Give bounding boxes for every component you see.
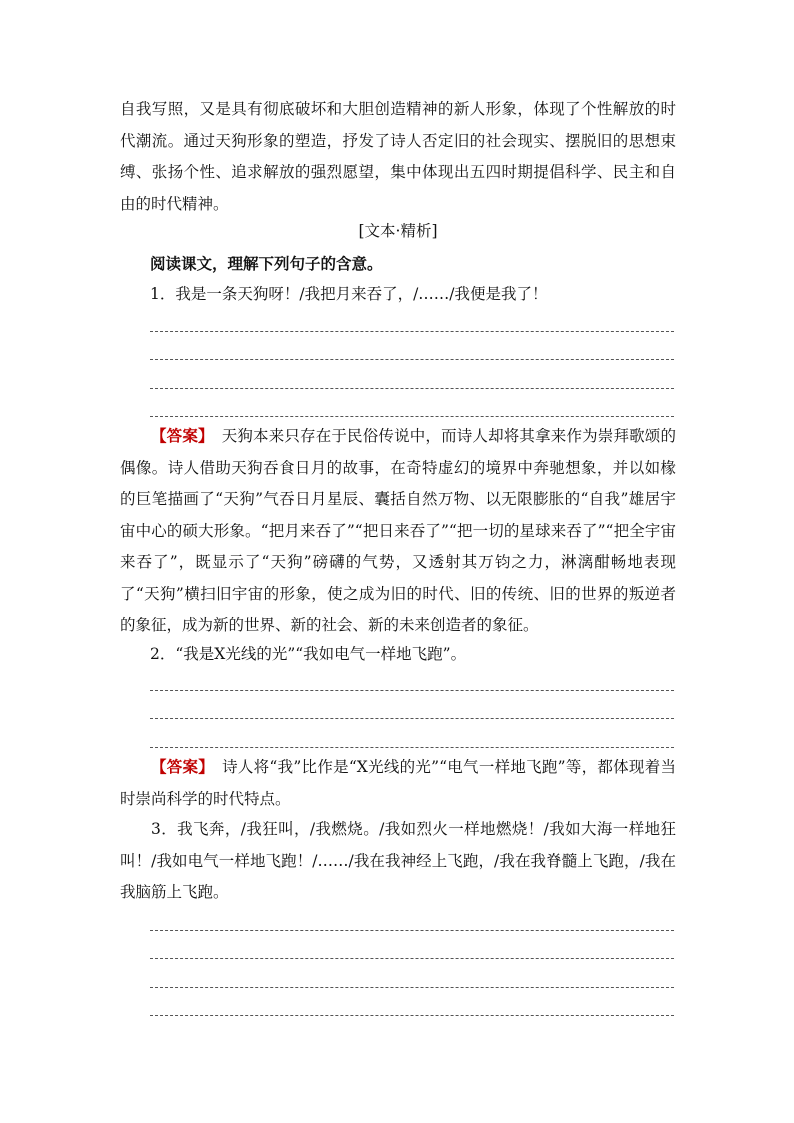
answer-lines-3 (150, 902, 674, 1016)
question-3: 3．我飞奔，/我狂叫，/我燃烧。/我如烈火一样地燃烧！/我如大海一样地狂叫！/我如电气一样地飞跑！/……/我在我神经上飞跑，/我在我脊髓上飞跑，/我在我脑筋上飞跑。 (120, 820, 676, 901)
answer-line (150, 360, 674, 389)
answer-tag: 【答案】 (151, 757, 215, 776)
answer-line (150, 719, 674, 748)
answer-1 (120, 420, 676, 642)
answer-lines-2 (150, 662, 674, 748)
answer-line (150, 332, 674, 361)
question-2: 2．“我是X光线的光”“我如电气一样地飞跑”。 (150, 645, 467, 663)
answer-line (150, 691, 674, 720)
question-1: 1．我是一条天狗呀！/我把月来吞了，/……/我便是我了！ (150, 285, 548, 303)
answer-line (150, 988, 674, 1017)
answer-lines-1 (150, 303, 674, 417)
answer-line (150, 931, 674, 960)
answer-line (150, 303, 674, 332)
answer-line (150, 662, 674, 691)
answer-1-text: 天狗本来只存在于民俗传说中，而诗人却将其拿来作为崇拜歌颂的偶像。诗人借助天狗吞食日月的故事，在奇特虚幻的境界中奔驰想象，并以如椽的巨笔描画了“天狗”气吞日月星辰、囊括自然万物、以无限膨胀的“自我”雄居宇宙中心的硕大形象。“把月来吞了”“把日来吞了”“把一切的星球来吞了”“把全宇宙来吞了”，既显示了“天狗”磅礴的气势，又透射其万钧之力，淋漓酣畅地表现了“天狗”横扫旧宇宙的形象，使之成为旧的时代、旧的传统、旧的世界的叛逆者的象征，成为新的世界、新的社会、新的未来创造者的象征。 (120, 427, 676, 634)
intro-paragraph: 自我写照，又是具有彻底破坏和大胆创造精神的新人形象，体现了个性解放的时代潮流。通过天狗形象的塑造，抒发了诗人否定旧的社会现实、摆脱旧的思想束缚、张扬个性、追求解放的强烈愿望，集中体现出五四时期提倡科学、民主和自由的时代精神。 (120, 100, 676, 213)
instruction-text: 阅读课文，理解下列句子的含意。 (150, 254, 383, 273)
answer-line (150, 902, 674, 931)
answer-line (150, 389, 674, 418)
answer-2 (120, 751, 676, 815)
answer-tag: 【答案】 (151, 426, 214, 445)
section-heading: [文本·精析] (358, 222, 438, 240)
answer-2-text: 诗人将“我”比作是“X光线的光”“电气一样地飞跑”等，都体现着当时崇尚科学的时代特点。 (120, 758, 676, 808)
answer-line (150, 959, 674, 988)
